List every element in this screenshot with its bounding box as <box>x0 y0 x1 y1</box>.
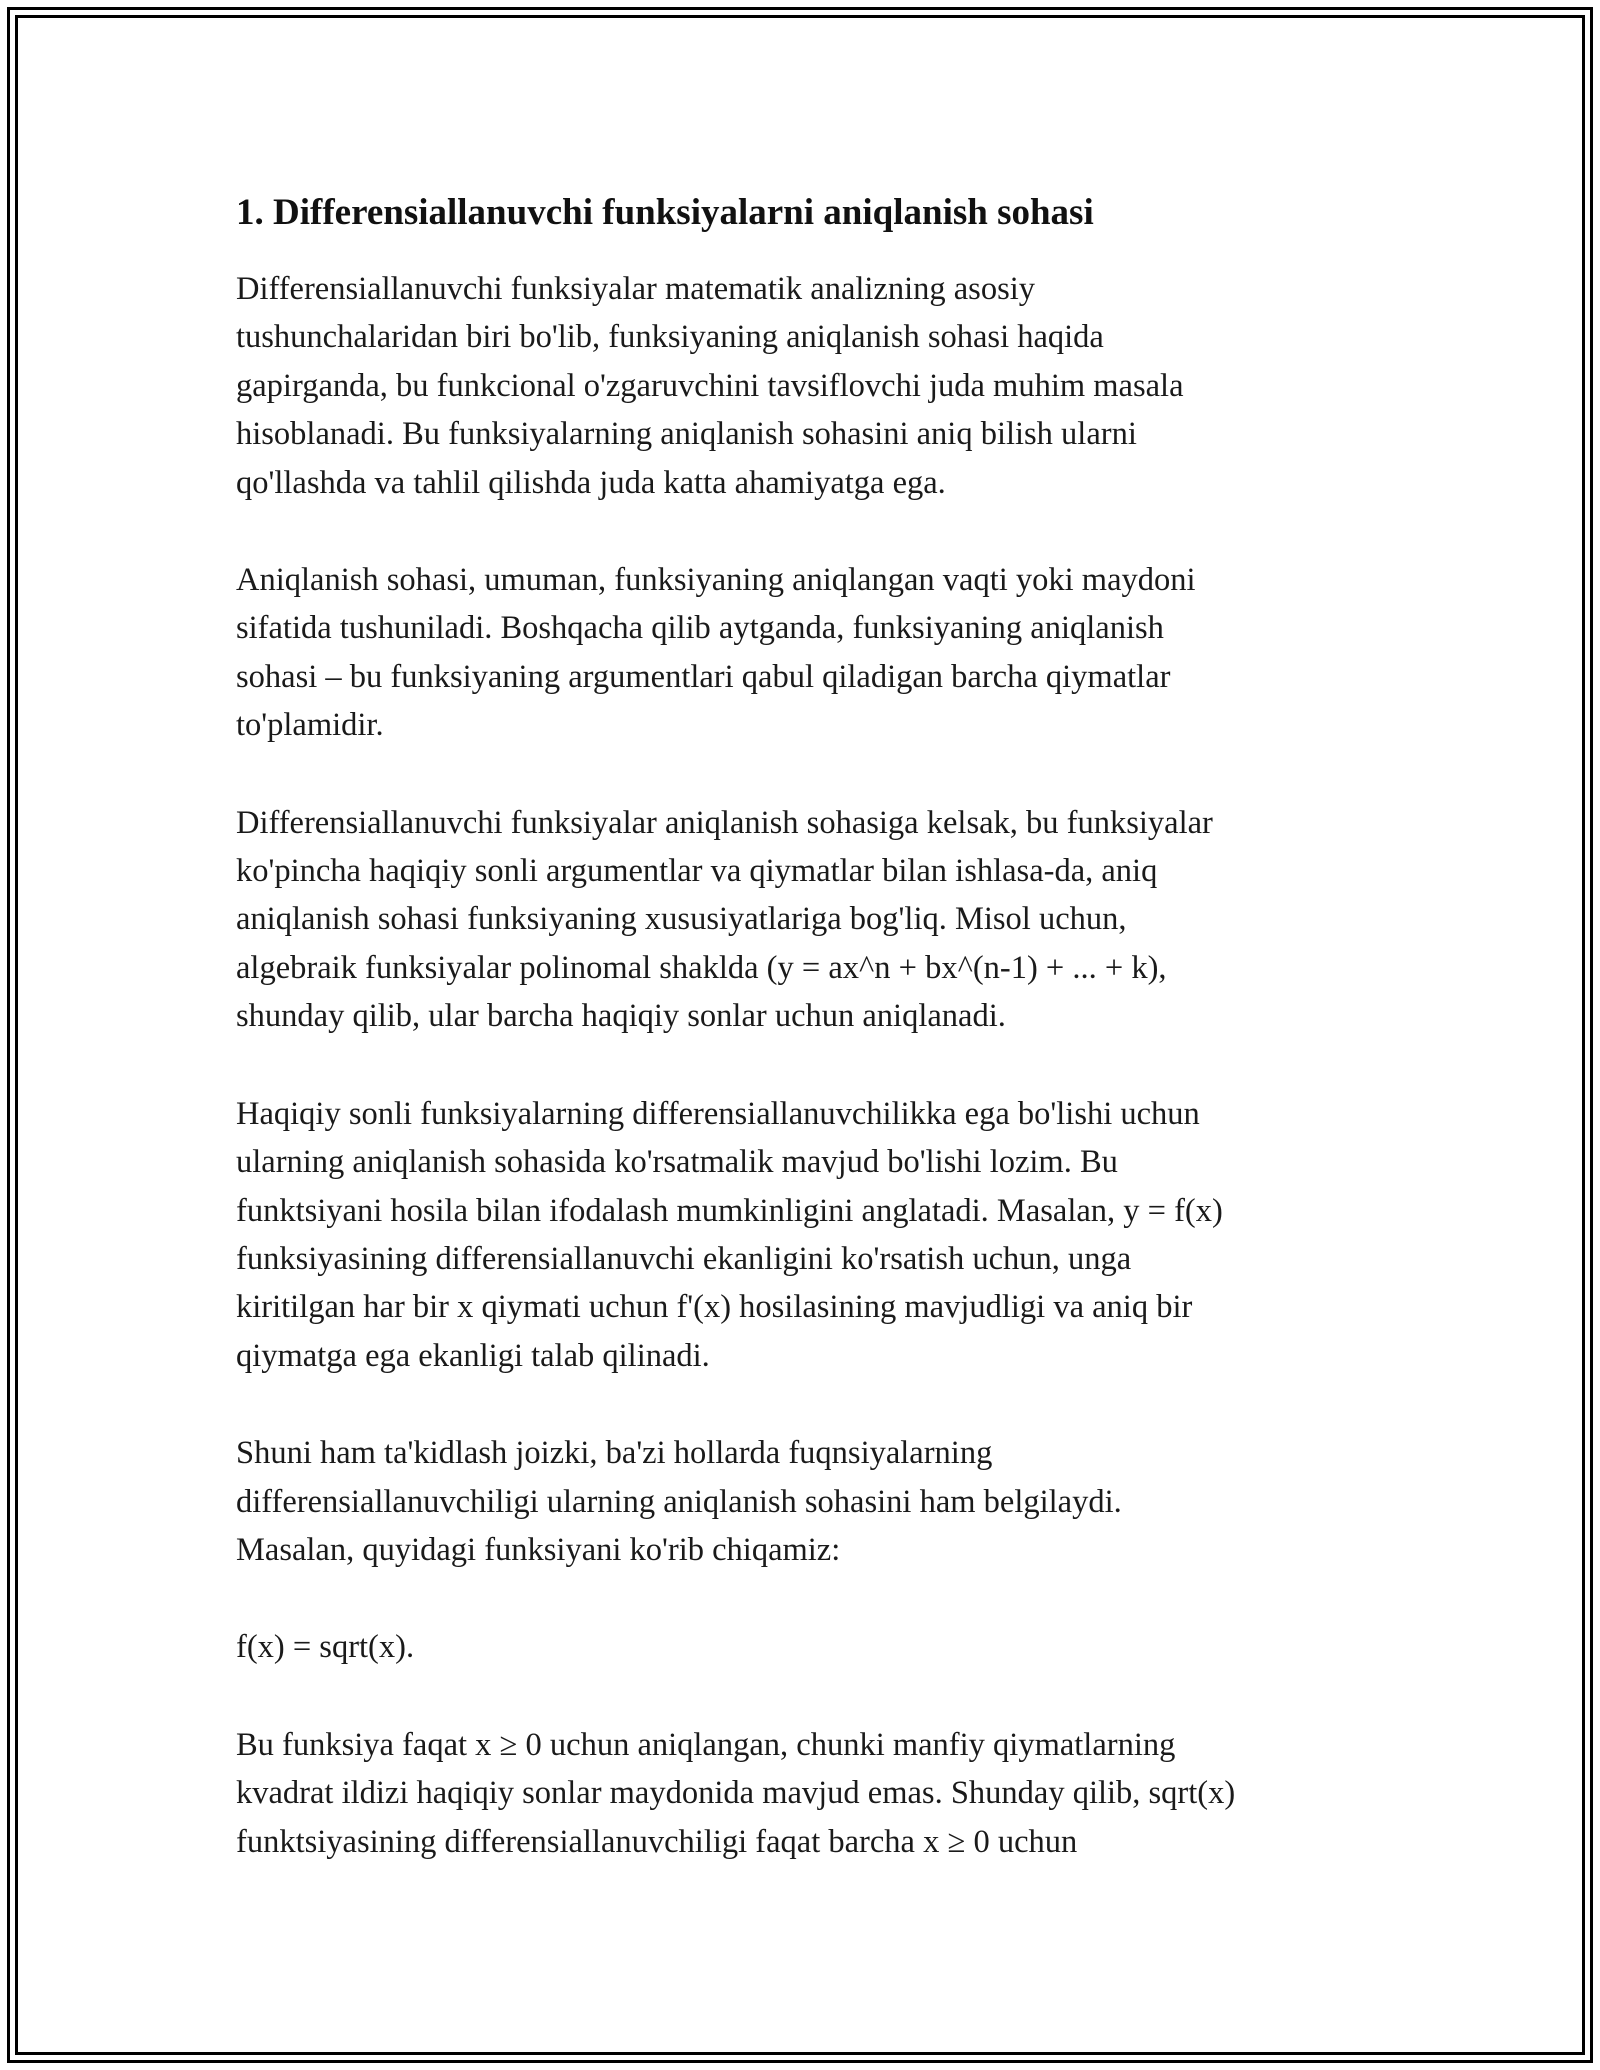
paragraph-example-intro: Shuni ham ta'kidlash joizki, ba'zi hollarda fuqnsiyalarning differensiallanuvchiligi ularning aniqlanish sohasini ham belgilaydi. Masalan, quyidagi funksiyani ko'rib chiqamiz: <box>236 1435 1122 1568</box>
section-heading: 1. Differensiallanuvchi funksiyalarni aniqlanish sohasi <box>236 192 1094 233</box>
paragraph-intro: Differensiallanuvchi funksiyalar matematik analizning asosiy tushunchalaridan biri bo'lib, funksiyaning aniqlanish sohasi haqida gapirganda, bu funkcional o'zgaruvchini tavsiflovchi juda muhim masala hisoblanadi. Bu funksiyalarning aniqlanish sohasini aniq bilish ularni qo'llashda va tahlil qilishda juda katta ahamiyatga ega. <box>236 271 1184 501</box>
paragraph-algebraic-functions: Differensiallanuvchi funksiyalar aniqlanish sohasiga kelsak, bu funksiyalar ko'pincha haqiqiy sonli argumentlar va qiymatlar bilan ishlasa-da, aniq aniqlanish sohasi funksiyaning xususiyatlariga bog'liq. Misol uchun, algebraik funksiyalar polinomal shaklda (y = ax^n + bx^(n-1) + ... + k), shunday qilib, ular barcha haqiqiy sonlar uchun aniqlanadi. <box>236 804 1213 1035</box>
paragraph-differentiability: Haqiqiy sonli funksiyalarning differensiallanuvchilikka ega bo'lishi uchun ularning aniqlanish sohasida ko'rsatmalik mavjud bo'lishi lozim. Bu funktsiyani hosila bilan ifodalash mumkinligini anglatadi. Masalan, y = f(x) funksiyasining differensiallanuvchi ekanligini ko'rsatish uchun, unga kiritilgan har bir x qiymati uchun f'(x) hosilasining mavjudligi va aniq bir qiymatga ega ekanligi talab qilinadi. <box>236 1095 1223 1374</box>
formula-line: f(x) = sqrt(x). <box>236 1629 415 1666</box>
paragraph-sqrt-domain: Bu funksiya faqat x ≥ 0 uchun aniqlangan, chunki manfiy qiymatlarning kvadrat ildizi haqiqiy sonlar maydonida mavjud emas. Shunday qilib, sqrt(x) funktsiyasining differensiallanuvchiligi faqat barcha x ≥ 0 uchun <box>236 1726 1236 1860</box>
document-body <box>236 188 1376 1915</box>
paragraph-definition: Aniqlanish sohasi, umuman, funksiyaning aniqlangan vaqti yoki maydoni sifatida tushuniladi. Boshqacha qilib aytganda, funksiyaning aniqlanish sohasi – bu funksiyaning argumentlari qabul qiladigan barcha qiymatlar to'plamidir. <box>236 562 1196 744</box>
